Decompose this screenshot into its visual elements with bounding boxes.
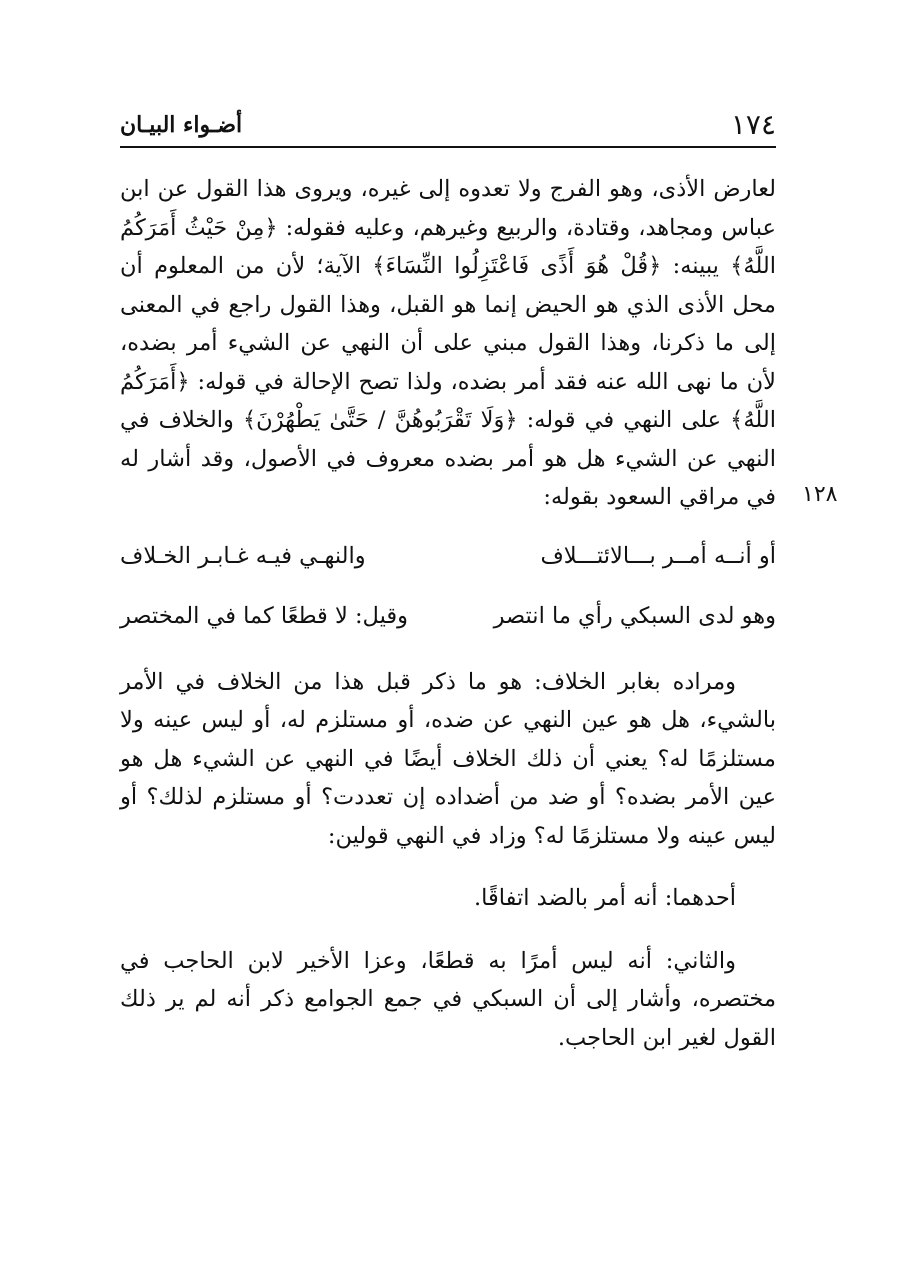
paragraph-2: ومراده بغابر الخلاف: هو ما ذكر قبل هذا من الخلاف في الأمر بالشيء، هل هو عين النهي عن ضده، أو مستلزم له، أو ليس عينه ولا مستلزمًا له؟ يعني أن ذلك الخلاف أيضًا في النهي عن الشيء هل هو عين الأمر بضده؟ أو ضد من أضداده إن تعددت؟ أو مستلزم لذلك؟ أو ليس عينه ولا مستلزمًا له؟ وزاد في النهي قولين: [120,668,776,849]
page-header [120,108,776,144]
verse-1-second-hemistich: أو أنــه أمــر بـــالائتـــلاف [540,542,776,569]
margin-page-number: ١٢٨ [802,482,838,507]
verse-2-first-hemistich: وقيل: لا قطعًا كما في المختصر [120,602,408,629]
page-number: ١٧٤ [730,108,776,141]
body-text [120,170,776,1057]
verse-2-second-hemistich: وهو لدى السبكي رأي ما انتصر [493,602,776,629]
header-rule [120,146,776,148]
paragraph-4: والثاني: أنه ليس أمرًا به قطعًا، وعزا الأخير لابن الحاجب في مختصره، وأشار إلى أن السبكي في جمع الجوامع ذكر أنه لم ير ذلك القول لغير ابن الحاجب. [120,947,776,1051]
running-title: أضـواء البيـان [120,112,243,138]
verse-line-2 [120,597,776,635]
verse-line-1 [120,537,776,575]
paragraph-3: أحدهما: أنه أمر بالضد اتفاقًا. [474,885,736,911]
paragraph-1: لعارض الأذى، وهو الفرج ولا تعدوه إلى غيره، ويروى هذا القول عن ابن عباس ومجاهد، وقتادة، والربيع وغيرهم، وعليه فقوله: ﴿مِنْ حَيْثُ أَمَرَكُمُ اللَّهُ﴾ يبينه: ﴿قُلْ هُوَ أَذًى فَاعْتَزِلُوا النِّسَاءَ﴾ الآية؛ لأن من المعلوم أن محل الأذى الذي هو الحيض إنما هو القبل، وهذا القول راجع في المعنى إلى ما ذكرنا، وهذا القول مبني على أن النهي عن الشيء أمر بضده، لأن ما نهى الله عنه فقد أمر بضده، ولذا تصح الإحالة في قوله: ﴿أَمَرَكُمُ اللَّهُ﴾ على النهي في قوله: ﴿وَلَا تَقْرَبُوهُنَّ / حَتَّىٰ يَطْهُرْنَ﴾ والخلاف في النهي عن الشيء هل هو أمر بضده معروف في الأصول، وقد أشار له في مراقي السعود بقوله: [120,176,776,510]
verse-1-first-hemistich: والنهـي فيـه غـابـر الخـلاف [120,542,366,569]
